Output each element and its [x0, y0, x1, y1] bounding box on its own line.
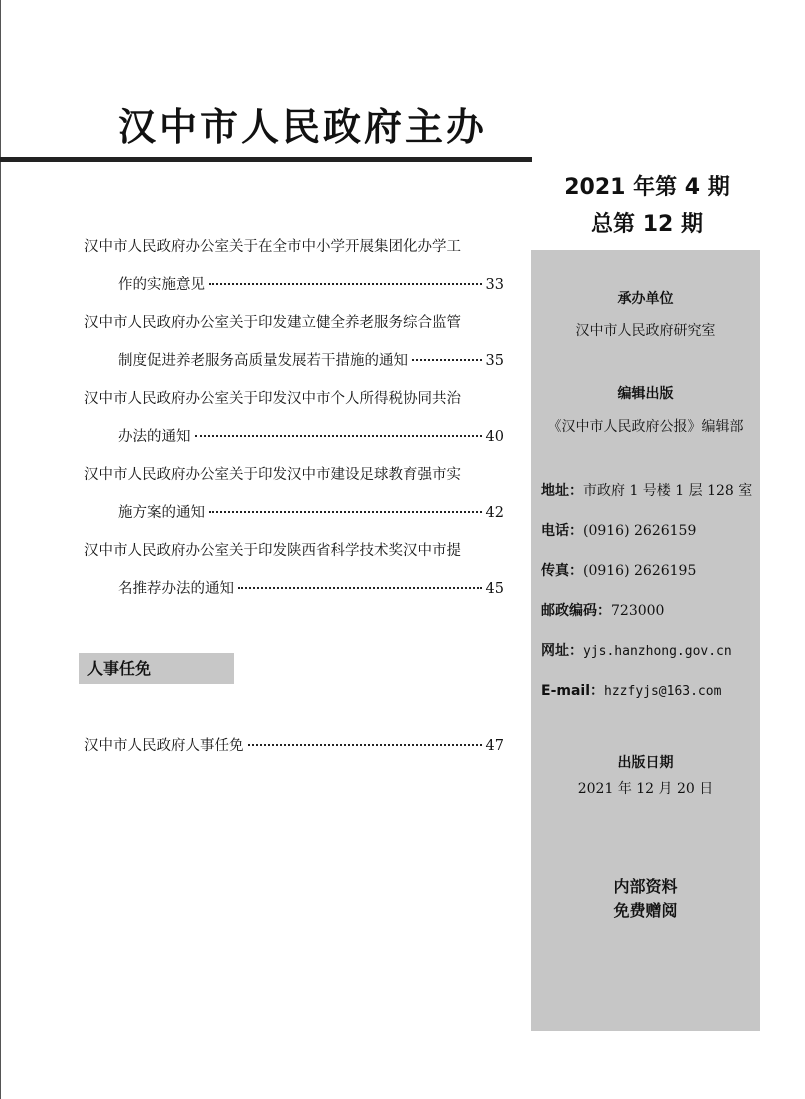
dot-leader — [412, 358, 482, 361]
toc-entry[interactable] — [84, 304, 504, 380]
email-line — [541, 680, 721, 700]
email-label: E-mail： — [541, 683, 605, 699]
publication-title: 汉中市人民政府主办 — [118, 104, 488, 149]
toc-page-number: 42 — [485, 505, 504, 521]
postcode-label: 邮政编码： — [541, 603, 611, 619]
toc-entry-title: 汉中市人民政府办公室关于印发汉中市个人所得税协同共治 — [84, 391, 461, 407]
toc-entry-title: 汉中市人民政府办公室关于印发建立健全养老服务综合监管 — [84, 315, 461, 331]
toc-entry-title-cont: 办法的通知 — [118, 429, 191, 445]
toc-entry[interactable] — [84, 228, 504, 304]
fax-value: (0916) 2626195 — [583, 563, 697, 579]
total-issue-number: 总第 12 期 — [591, 212, 703, 237]
internal-material-note: 内部资料 — [613, 877, 678, 896]
toc-entry[interactable] — [84, 532, 504, 608]
dot-leader — [248, 743, 482, 746]
title-rule — [0, 157, 532, 162]
toc-entry[interactable] — [84, 380, 504, 456]
section-header-personnel: 人事任免 — [79, 653, 234, 684]
publish-date-label: 出版日期 — [617, 755, 674, 771]
info-sidebar — [531, 250, 760, 1031]
organizer-value: 汉中市人民政府研究室 — [575, 323, 716, 339]
personnel-contents — [84, 727, 504, 765]
publish-date-value: 2021 年 12 月 20 日 — [577, 781, 714, 797]
dot-leader — [209, 510, 482, 513]
website-line — [541, 640, 732, 660]
toc-entry-title-cont: 作的实施意见 — [118, 277, 205, 293]
toc-page-number: 47 — [485, 738, 504, 754]
phone-line — [541, 520, 696, 540]
toc-entry-title: 汉中市人民政府办公室关于印发汉中市建设足球教育强市实 — [84, 467, 461, 483]
dot-leader — [209, 282, 482, 285]
toc-page-number: 45 — [485, 581, 504, 597]
address-line — [541, 480, 752, 500]
toc-entry-title-cont: 制度促进养老服务高质量发展若干措施的通知 — [118, 353, 408, 369]
organizer-label: 承办单位 — [617, 291, 674, 307]
website-value[interactable]: yjs.hanzhong.gov.cn — [583, 644, 732, 659]
toc-entry-title: 汉中市人民政府办公室关于印发陕西省科学技术奖汉中市提 — [84, 543, 461, 559]
left-edge-rule — [0, 0, 1, 1099]
toc-entry-title-cont: 名推荐办法的通知 — [118, 581, 234, 597]
postcode-value: 723000 — [611, 603, 665, 619]
email-value[interactable]: hzzfyjs@163.com — [604, 684, 722, 699]
dot-leader — [195, 434, 482, 437]
toc-entry-title-cont: 施方案的通知 — [118, 505, 205, 521]
toc-entry-title: 汉中市人民政府人事任免 — [84, 738, 244, 754]
dot-leader — [238, 586, 482, 589]
website-label: 网址： — [541, 643, 583, 659]
toc-entry-title: 汉中市人民政府办公室关于在全市中小学开展集团化办学工 — [84, 239, 461, 255]
editor-label: 编辑出版 — [617, 386, 674, 402]
toc-page-number: 35 — [485, 353, 504, 369]
toc-entry[interactable] — [84, 456, 504, 532]
toc-page-number: 40 — [485, 429, 504, 445]
phone-value: (0916) 2626159 — [583, 523, 697, 539]
table-of-contents — [84, 228, 504, 608]
postcode-line — [541, 600, 664, 620]
free-distribution-note: 免费赠阅 — [613, 901, 678, 920]
address-value: 市政府 1 号楼 1 层 128 室 — [583, 483, 753, 499]
phone-label: 电话： — [541, 523, 583, 539]
fax-label: 传真： — [541, 563, 583, 579]
toc-entry[interactable] — [84, 727, 504, 765]
toc-page-number: 33 — [485, 277, 504, 293]
address-label: 地址： — [541, 483, 583, 499]
editor-value: 《汉中市人民政府公报》编辑部 — [547, 419, 744, 435]
fax-line — [541, 560, 696, 580]
issue-number: 2021 年第 4 期 — [564, 175, 730, 200]
